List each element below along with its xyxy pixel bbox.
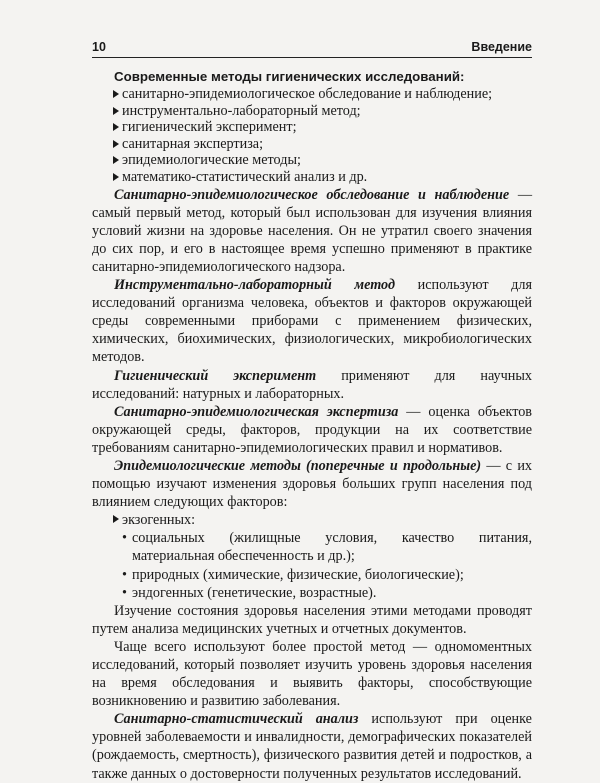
- methods-list-item: санитарная экспертиза;: [92, 136, 532, 153]
- triangle-marker-icon: [113, 140, 119, 148]
- paragraph-documents: Изучение состояния здоровья населения этими методами проводят путем анализа медицинских учетных и отчетных документов.: [92, 602, 532, 637]
- methods-list: [92, 86, 532, 186]
- bullet-icon: •: [122, 584, 127, 601]
- term-statistics: Санитарно-статистический анализ: [114, 711, 359, 728]
- bullet-icon: •: [122, 566, 127, 583]
- running-section-title: Введение: [471, 40, 532, 54]
- term-epidemiology: Эпидемиологические методы (поперечные и продольные): [114, 457, 482, 474]
- paragraph-expertise: Санитарно-эпидемиологическая экспертиза — оценка объектов окружающей среды, факторов, продукции на их соответствие требованиям санитарно-эпидемиологических правил и нормативов.: [92, 403, 533, 456]
- methods-list-item: гигиенический эксперимент;: [92, 119, 532, 136]
- page-number: 10: [92, 40, 106, 54]
- term-survey: Санитарно-эпидемиологическое обследование и наблюдение: [114, 186, 510, 203]
- term-experiment: Гигиенический эксперимент: [114, 367, 317, 384]
- methods-list-item: санитарно-эпидемиологическое обследование и наблюдение;: [92, 86, 532, 103]
- header-rule: [92, 57, 532, 58]
- factor-bullet-item: • социальных (жилищные условия, качество питания, материальная обеспеченность и др.);: [122, 530, 532, 565]
- factor-bullet-item: • природных (химические, физические, биологические);: [122, 566, 464, 583]
- paragraph-experiment: Гигиенический эксперимент применяют для научных исследований: натурных и лабораторных.: [92, 367, 532, 402]
- page-header: [92, 40, 532, 54]
- exogenous-list: [92, 511, 532, 529]
- triangle-marker-icon: [113, 90, 119, 98]
- paragraph-statistics: Санитарно-статистический анализ используют при оценке уровней заболеваемости и инвалидности, демографических показателей (рождаемость, смертность), физического развития детей и подростков, а также данных о достоверности полученных результатов исследований.: [92, 711, 532, 782]
- term-lab-method: Инструментально-лабораторный метод: [114, 277, 395, 294]
- triangle-marker-icon: [113, 123, 119, 131]
- triangle-marker-icon: [113, 173, 119, 181]
- term-expertise: Санитарно-эпидемиологическая экспертиза: [114, 403, 399, 420]
- exogenous-label-item: экзогенных:: [92, 511, 532, 529]
- bullet-icon: •: [122, 530, 127, 547]
- triangle-marker-icon: [113, 156, 119, 164]
- paragraph-epidemiology: Эпидемиологические методы (поперечные и продольные) — с их помощью изучают изменения здоровья больших групп населения под влиянием следующих факторов:: [92, 457, 532, 511]
- paragraph-lab-method: Инструментально-лабораторный метод используют для исследований организма человека, объектов и факторов окружающей среды современными приборами с применением физических, химических, биохимических, физиологических, микробиологических методов.: [92, 277, 532, 366]
- paragraph-cross-sectional: Чаще всего используют более простой метод — одномоментных исследований, который позволяет изучить уровень здоровья населения на время обследования и выявить факторы, способствующие возникновению и развитию заболевания.: [92, 638, 532, 710]
- page-content: [92, 68, 532, 783]
- factor-bullet-item: • эндогенных (генетические, возрастные).: [122, 584, 377, 601]
- methods-heading: Современные методы гигиенических исследований:: [114, 69, 465, 84]
- methods-list-item: инструментально-лабораторный метод;: [92, 103, 532, 120]
- paragraph-survey: Санитарно-эпидемиологическое обследование и наблюдение — самый первый метод, который был использован для изучения влияния условий жизни на здоровье населения. Он не утратил своего значения до сих пор, и его в настоящее время успешно применяют в практике санитарно-эпидемиологического надзора.: [92, 186, 533, 275]
- triangle-marker-icon: [113, 107, 119, 115]
- methods-list-item: эпидемиологические методы;: [92, 152, 532, 169]
- methods-list-item: математико-статистический анализ и др.: [92, 169, 532, 186]
- factor-bullet-list: [92, 529, 532, 601]
- triangle-marker-icon: [113, 515, 119, 523]
